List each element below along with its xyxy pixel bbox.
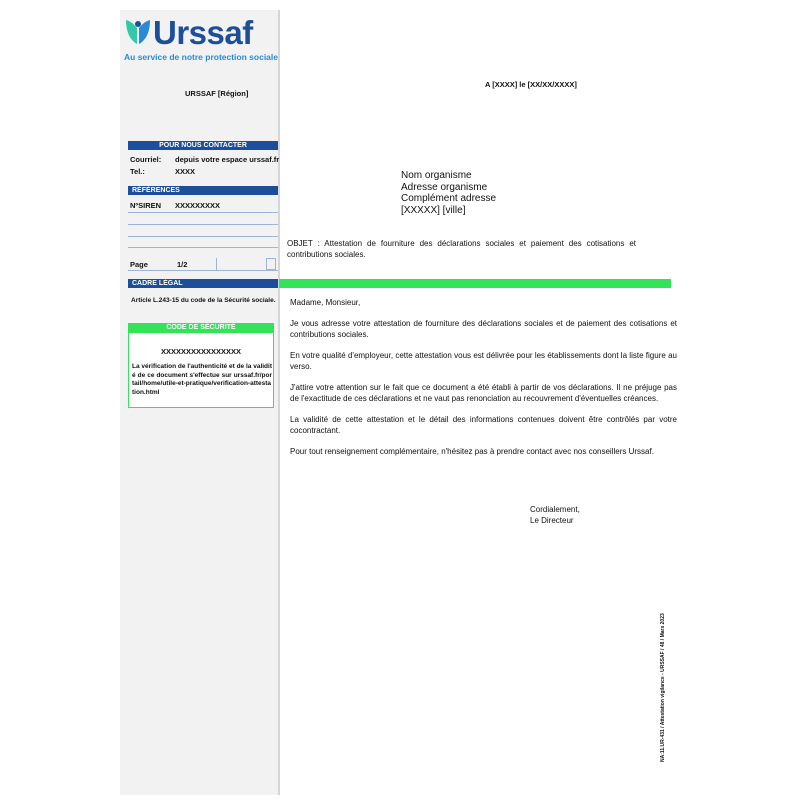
signature-block	[530, 504, 580, 526]
tel-value: XXXX	[175, 167, 196, 176]
logo-tagline: Au service de notre protection sociale	[124, 52, 278, 62]
ref-line	[128, 236, 278, 237]
references-title: RÉFÉRENCES	[128, 186, 278, 195]
legal-text: Article L.243-15 du code de la Sécurité sociale.	[131, 297, 276, 304]
ref-line	[128, 212, 278, 213]
siren-label: NºSIREN	[130, 201, 162, 210]
courriel-value: depuis votre espace urssaf.fr	[175, 155, 280, 164]
security-title: CODE DE SÉCURITÉ	[128, 323, 274, 333]
ref-tick	[216, 258, 217, 270]
recipient-address-line: Adresse organisme	[401, 181, 488, 193]
security-text: La vérification de l'authenticité et de la validité de ce document s'effectue sur urssaf.fr/portail/home/utile-et-pratique/verification-attestation.html	[132, 363, 272, 396]
ref-line	[128, 224, 278, 225]
contact-title: POUR NOUS CONTACTER	[128, 141, 278, 150]
paragraph: En votre qualité d'employeur, cette attestation vous est délivrée pour les établissements dont la liste figure au verso.	[290, 351, 677, 371]
ref-line	[128, 270, 278, 271]
objet-line: OBJET : Attestation de fourniture des déclarations sociales et paiement des cotisations et contributions sociales.	[287, 239, 636, 259]
signatory: Le Directeur	[530, 516, 574, 525]
siren-value: XXXXXXXXX	[175, 201, 221, 210]
closing: Cordialement,	[530, 505, 580, 514]
paragraph: J'attire votre attention sur le fait que ce document a été établi à partir de vos déclarations. Il ne préjuge pas de l'exactitude de ces déclarations et ne vaut pas renonciation au recouvrement d'éventuelles créances.	[290, 383, 677, 403]
logo-wordmark: Urssaf	[153, 14, 253, 51]
ref-line	[128, 247, 278, 248]
date-line: A [XXXX] le [XX/XX/XXXX]	[485, 80, 577, 89]
ref-box	[266, 258, 276, 270]
paragraph: Pour tout renseignement complémentaire, n'hésitez pas à prendre contact avec nos conseillers Urssaf.	[290, 447, 654, 456]
region-label: URSSAF [Région]	[185, 89, 249, 98]
recipient-city: [XXXXX] [ville]	[401, 204, 466, 216]
urssaf-logo-icon	[124, 18, 152, 48]
salutation: Madame, Monsieur,	[290, 298, 361, 307]
legal-title: CADRE LÉGAL	[128, 279, 278, 288]
green-rule	[279, 279, 671, 288]
recipient-address	[401, 170, 496, 216]
letter-body	[290, 297, 677, 467]
security-code: XXXXXXXXXXXXXXXX	[160, 347, 242, 356]
courriel-label: Courriel:	[130, 155, 162, 164]
page-label: Page	[130, 260, 148, 269]
paragraph: Je vous adresse votre attestation de fourniture des déclarations sociales et de paiement des cotisations et contributions sociales.	[290, 319, 677, 339]
tel-label: Tel.:	[130, 167, 145, 176]
page-value: 1/2	[177, 260, 188, 269]
vertical-divider	[278, 10, 280, 795]
paragraph: La validité de cette attestation et le détail des informations contenues doivent être contrôlés par votre cocontractant.	[290, 415, 677, 435]
recipient-address-line2: Complément adresse	[401, 193, 497, 204]
vertical-reference: NA:11.UR-431 / Attestation vigilance - URSSAF / 48 / Mars 2023	[660, 613, 666, 762]
recipient-name: Nom organisme	[401, 170, 472, 181]
